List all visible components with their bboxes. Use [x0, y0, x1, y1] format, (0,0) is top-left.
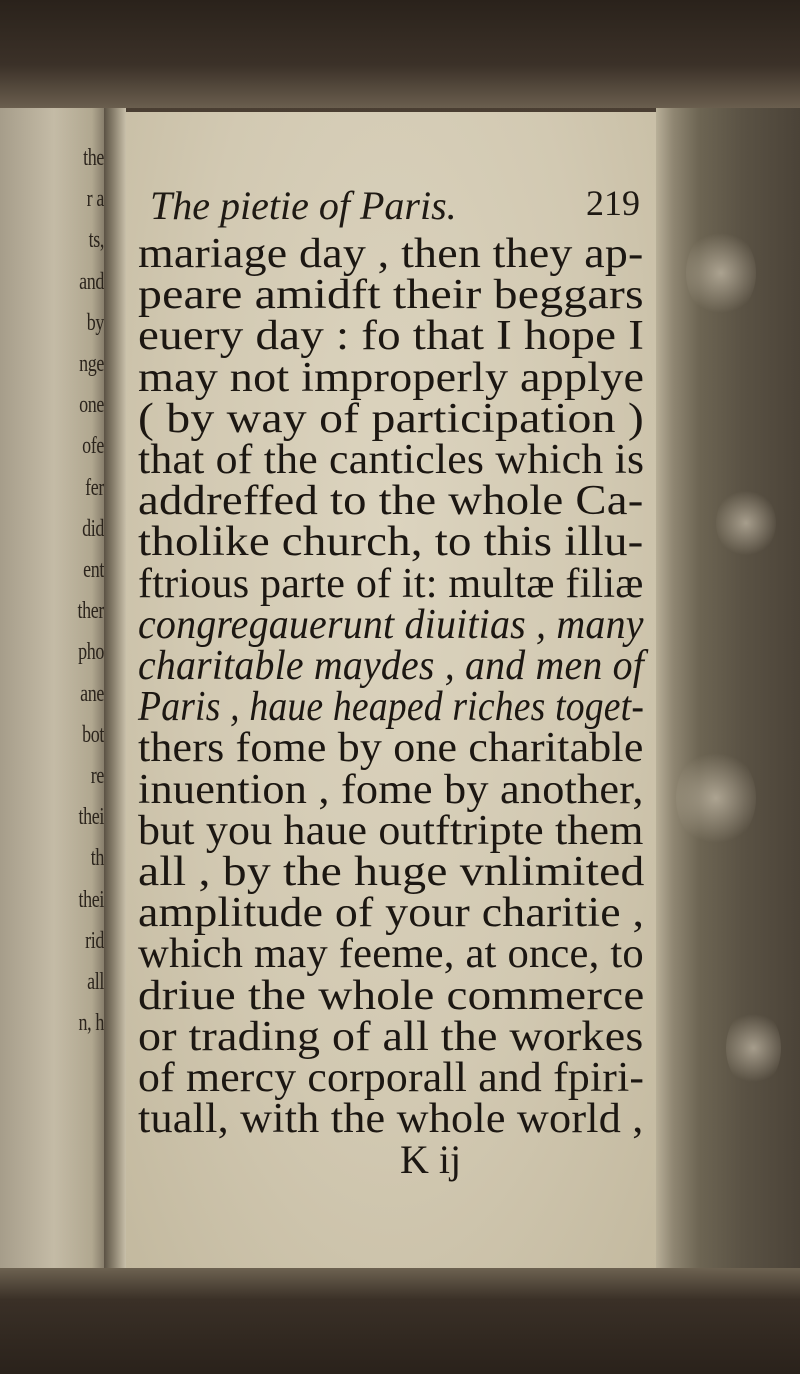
text-line: inuention , fome by another, — [138, 766, 644, 813]
text-line: Paris , haue heaped riches toget- — [138, 684, 645, 731]
text-line: charitable maydes , and men of — [138, 643, 645, 689]
left-margin-fragment: bot — [82, 721, 104, 748]
top-edge — [0, 0, 800, 108]
left-margin-fragment: ther — [77, 598, 104, 625]
left-margin-fragment: ane — [80, 680, 104, 707]
left-page-edge — [0, 108, 108, 1270]
left-margin-fragment: n, h — [78, 1010, 104, 1037]
text-line: or trading of all the workes — [138, 1013, 644, 1060]
text-line: may not improperly applye — [138, 354, 645, 401]
left-margin-fragment: th — [90, 845, 104, 872]
left-margin-fragment: the — [83, 145, 104, 171]
text-line: peare amidft their beggars — [138, 272, 644, 319]
text-line: driue the whole commerce — [138, 972, 645, 1019]
bottom-edge — [0, 1268, 800, 1374]
left-margin-fragment: fer — [85, 474, 104, 501]
running-title: The pietie of Paris. — [150, 183, 457, 228]
left-margin-fragment: r a — [86, 186, 104, 213]
text-line: all , by the huge vnlimited — [138, 849, 645, 895]
left-margin-fragment: ent — [83, 557, 104, 583]
text-line: which may feeme, at once, to — [138, 931, 644, 978]
page-number: 219 — [586, 183, 640, 223]
left-margin-fragment: ofe — [82, 433, 104, 460]
text-line: ( by way of participation ) — [138, 395, 645, 442]
left-margin-fragment: and — [79, 268, 104, 295]
left-margin-fragment: pho — [78, 639, 104, 666]
text-line: that of the canticles which is — [138, 437, 645, 483]
text-line: tuall, with the whole world , — [138, 1096, 644, 1143]
page-header — [150, 182, 650, 234]
left-margin-fragment: by — [86, 309, 104, 336]
text-line: amplitude of your charitie , — [138, 890, 645, 937]
signature-mark: K ij — [400, 1137, 462, 1182]
left-margin-fragment: thei — [78, 886, 104, 913]
left-margin-fragment: all — [87, 969, 104, 995]
text-line: ftrious parte of it: multæ filiæ — [138, 560, 644, 607]
text-line: congregauerunt diuitias , many — [138, 601, 644, 648]
gutter-shadow — [104, 108, 126, 1270]
text-line: of mercy corporall and fpiri- — [138, 1055, 645, 1101]
left-margin-fragment: thei — [78, 804, 104, 831]
left-margin-fragment: rid — [85, 927, 104, 954]
left-margin-fragment: nge — [79, 351, 104, 377]
text-line: thers fome by one charitable — [138, 725, 644, 772]
left-margin-fragment: one — [79, 392, 104, 419]
text-line: addreffed to the whole Ca- — [138, 478, 644, 525]
fore-edge — [656, 108, 800, 1270]
left-margin-fragment: ts, — [88, 227, 104, 254]
left-margin-fragment: did — [82, 515, 104, 542]
text-line: but you haue outftripte them — [138, 807, 644, 854]
text-line: tholike church, to this illu- — [138, 519, 644, 566]
text-line: mariage day , then they ap- — [138, 231, 644, 277]
left-margin-fragment: re — [90, 763, 104, 789]
text-line: euery day : fo that I hope I — [138, 313, 645, 360]
